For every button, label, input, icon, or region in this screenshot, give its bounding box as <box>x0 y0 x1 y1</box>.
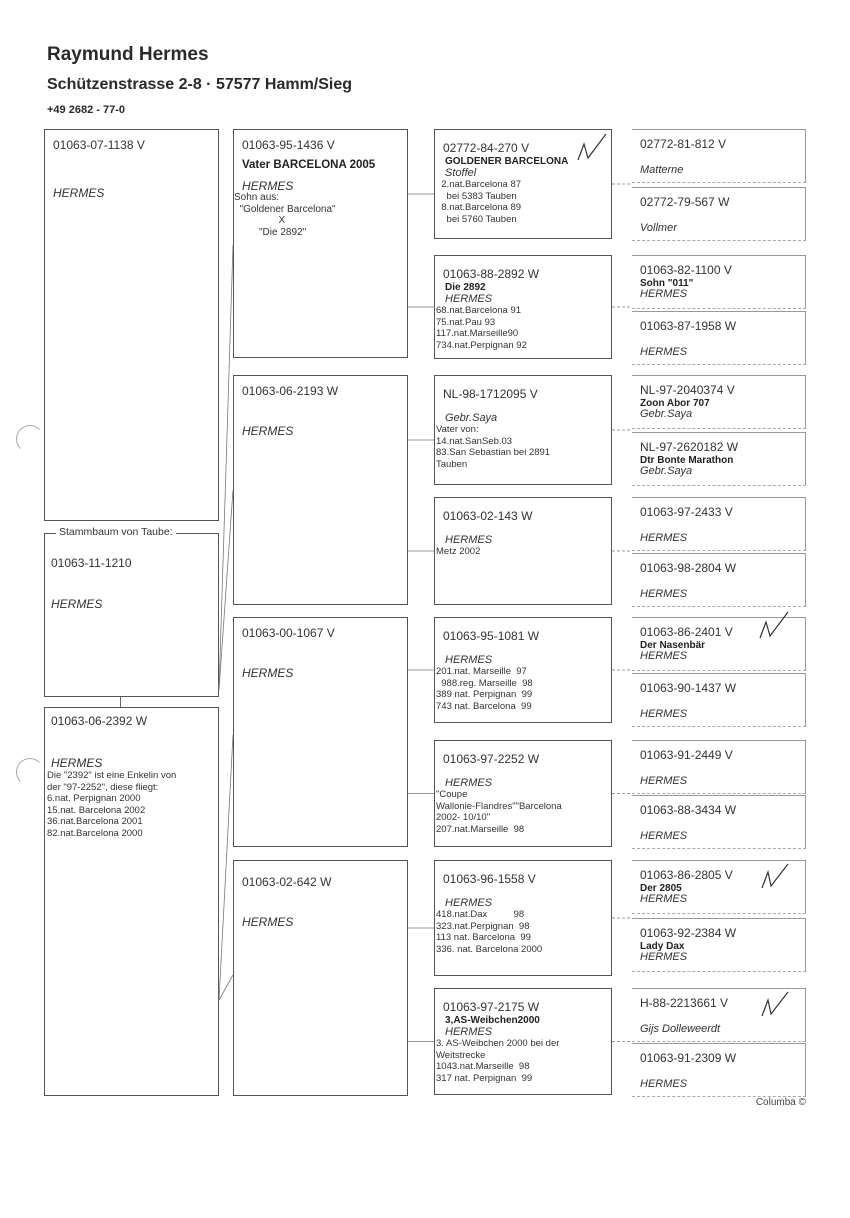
g3-box <box>632 375 806 429</box>
g1-a-owner: HERMES <box>242 179 294 193</box>
g3-owner: HERMES <box>640 830 688 842</box>
g2-notes: "Coupe Wallonie-Flandres""Barcelona 2002- 10/10" 207.nat.Marseille 98 <box>436 789 562 835</box>
g2-box <box>434 497 612 605</box>
connector <box>120 697 121 707</box>
check-mark-icon <box>756 610 792 644</box>
subject-ring: 01063-11-1210 <box>51 556 132 570</box>
g1-d-owner: HERMES <box>242 915 294 929</box>
g1-b-ring: 01063-06-2193 W <box>242 384 339 398</box>
g2-box <box>434 617 612 723</box>
g1-d-box <box>233 860 408 1096</box>
g2-box <box>434 988 612 1095</box>
g3-ring: 01063-92-2384 W <box>640 926 737 940</box>
g1-b-owner: HERMES <box>242 424 294 438</box>
g3-owner: HERMES <box>640 893 688 905</box>
g1-a-title: Vater BARCELONA 2005 <box>242 159 376 171</box>
g2-title: 3,AS-Weibchen2000 <box>445 1015 540 1026</box>
g2-notes: Vater von: 14.nat.SanSeb.03 83.San Sebastian bei 2891 Tauben <box>436 424 551 470</box>
g3-ring: 01063-97-2433 V <box>640 505 733 519</box>
g2-owner: HERMES <box>445 293 493 305</box>
g3-owner: Matterne <box>640 164 684 176</box>
subject-dam-notes: Die "2392" ist eine Enkelin von der "97-2252", diese fliegt: 6.nat. Perpignan 2000 15.nat. Barcelona 2002 36.nat.Barcelona 2001 82.nat.Barcelona 2000 <box>47 770 177 839</box>
g3-title: Lady Dax <box>640 941 685 952</box>
g1-c-ring: 01063-00-1067 V <box>242 626 335 640</box>
g3-ring: NL-97-2040374 V <box>640 383 735 397</box>
g3-owner: HERMES <box>640 1078 688 1090</box>
g2-ring: 01063-97-2252 W <box>443 752 540 766</box>
g2-ring: 02772-84-270 V <box>443 141 530 155</box>
g1-c-owner: HERMES <box>242 666 294 680</box>
g3-owner: HERMES <box>640 588 688 600</box>
subject-dam-ring: 01063-06-2392 W <box>51 714 148 728</box>
g3-ring: 01063-98-2804 W <box>640 561 737 575</box>
g1-a-notes: Sohn aus: "Goldener Barcelona" X "Die 2892" <box>234 192 336 238</box>
g3-ring: 01063-91-2309 W <box>640 1051 737 1065</box>
g3-title: Der Nasenbär <box>640 640 706 651</box>
g1-a-ring: 01063-95-1436 V <box>242 138 335 152</box>
g2-notes: 418.nat.Dax 98 323.nat.Perpignan 98 113 nat. Barcelona 99 336. nat. Barcelona 2000 <box>436 909 543 955</box>
hole-punch-mark <box>16 758 44 786</box>
g3-title: Dtr Bonte Marathon <box>640 455 734 466</box>
g3-ring: 02772-81-812 V <box>640 137 727 151</box>
footer-credit: Columba © <box>755 1097 806 1108</box>
check-mark-icon <box>574 132 610 166</box>
g3-box <box>632 129 806 183</box>
g3-box <box>632 497 806 551</box>
g2-box <box>434 375 612 485</box>
g2-notes: 201.nat. Marseille 97 988.reg. Marseille 98 389 nat. Perpignan 99 743 nat. Barcelona 99 <box>436 666 533 712</box>
g3-box <box>632 553 806 607</box>
g3-box <box>632 311 806 365</box>
g2-ring: 01063-97-2175 W <box>443 1000 540 1014</box>
g2-ring: 01063-96-1558 V <box>443 872 536 886</box>
check-mark-icon <box>758 862 792 892</box>
g3-ring: 01063-82-1100 V <box>640 263 732 277</box>
g3-owner: HERMES <box>640 650 688 662</box>
g3-title: Sohn "011" <box>640 278 694 289</box>
g3-owner: Gijs Dolleweerdt <box>640 1023 721 1035</box>
breeder-phone: +49 2682 - 77-0 <box>47 104 125 116</box>
breeder-address: Schützenstrasse 2-8 · 57577 Hamm/Sieg <box>47 76 353 93</box>
g2-notes: 3. AS-Weibchen 2000 bei der Weitstrecke 1043.nat.Marseille 98 317 nat. Perpignan 99 <box>436 1038 560 1084</box>
g3-title: Zoon Abor 707 <box>640 398 710 409</box>
g2-title: Die 2892 <box>445 282 486 293</box>
g3-ring: NL-97-2620182 W <box>640 440 739 454</box>
g3-ring: 01063-88-3434 W <box>640 803 737 817</box>
g3-box <box>632 255 806 309</box>
g3-ring: 01063-86-2805 V <box>640 868 733 882</box>
g3-box <box>632 740 806 794</box>
g3-ring: 02772-79-567 W <box>640 195 730 209</box>
g2-owner: HERMES <box>445 654 493 666</box>
g2-ring: 01063-88-2892 W <box>443 267 540 281</box>
g2-title: GOLDENER BARCELONA <box>445 156 569 167</box>
g3-title: Der 2805 <box>640 883 682 894</box>
g1-d-ring: 01063-02-642 W <box>242 875 332 889</box>
g2-box <box>434 255 612 359</box>
subject-box <box>44 533 219 697</box>
g3-owner: HERMES <box>640 532 688 544</box>
g3-box <box>632 673 806 727</box>
g2-ring: 01063-95-1081 W <box>443 629 540 643</box>
g1-b-box <box>233 375 408 605</box>
g1-c-box <box>233 617 408 847</box>
g3-owner: HERMES <box>640 775 688 787</box>
g3-owner: HERMES <box>640 951 688 963</box>
g3-owner: HERMES <box>640 708 688 720</box>
subject-dam-owner: HERMES <box>51 756 103 770</box>
g1-a-box <box>233 129 408 358</box>
g2-owner: HERMES <box>445 534 493 546</box>
g3-box <box>632 432 806 486</box>
g2-owner: HERMES <box>445 777 493 789</box>
g2-notes: Metz 2002 <box>436 546 481 557</box>
g2-notes: 2.nat.Barcelona 87 bei 5383 Tauben 8.nat.Barcelona 89 bei 5760 Tauben <box>441 179 522 225</box>
breeder-name: Raymund Hermes <box>47 44 209 65</box>
g2-ring: NL-98-1712095 V <box>443 387 538 401</box>
g3-box <box>632 187 806 241</box>
hole-punch-mark <box>16 425 44 453</box>
g3-box <box>632 1043 806 1097</box>
g2-owner: Stoffel <box>445 167 477 179</box>
g2-box <box>434 860 612 976</box>
g3-owner: Gebr.Saya <box>640 465 693 477</box>
subject-owner: HERMES <box>51 597 103 611</box>
g3-ring: H-88-2213661 V <box>640 996 729 1010</box>
g3-box <box>632 795 806 849</box>
g3-owner: HERMES <box>640 346 688 358</box>
g3-ring: 01063-87-1958 W <box>640 319 737 333</box>
g3-ring: 01063-90-1437 W <box>640 681 737 695</box>
stammbaum-label: Stammbaum von Taube: <box>56 526 176 538</box>
g3-ring: 01063-91-2449 V <box>640 748 733 762</box>
g2-owner: HERMES <box>445 897 493 909</box>
g2-owner: Gebr.Saya <box>445 412 498 424</box>
g2-box <box>434 740 612 847</box>
g2-ring: 01063-02-143 W <box>443 509 533 523</box>
g3-owner: HERMES <box>640 288 688 300</box>
g3-owner: Vollmer <box>640 222 677 234</box>
subject-dam-box <box>44 707 219 1096</box>
subject-sire-owner: HERMES <box>53 186 105 200</box>
g3-box <box>632 918 806 972</box>
g3-owner: Gebr.Saya <box>640 408 693 420</box>
subject-sire-ring: 01063-07-1138 V <box>53 138 145 152</box>
check-mark-icon <box>758 990 792 1020</box>
g2-notes: 68.nat.Barcelona 91 75.nat.Pau 93 117.nat.Marseille90 734.nat.Perpignan 92 <box>436 305 527 351</box>
subject-sire-box <box>44 129 219 521</box>
g2-owner: HERMES <box>445 1026 493 1038</box>
g3-ring: 01063-86-2401 V <box>640 625 733 639</box>
